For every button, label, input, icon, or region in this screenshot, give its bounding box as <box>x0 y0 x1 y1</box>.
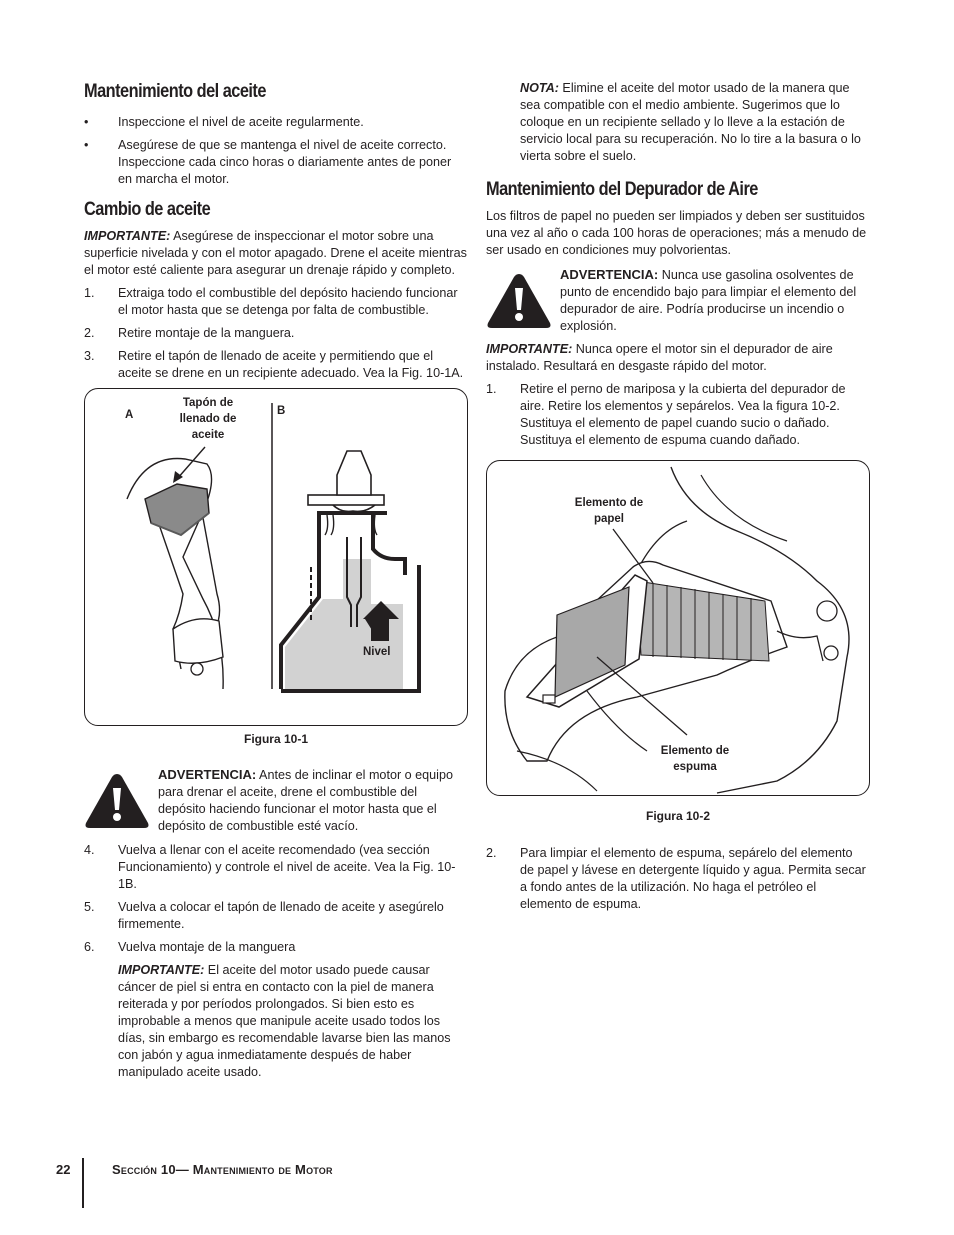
oil-drain-illustration <box>85 389 467 725</box>
bullet: • <box>84 138 89 152</box>
step-item: 5. Vuelva a colocar el tapón de llenado de aceite y asegúrelo firmemente. <box>84 900 444 931</box>
step-item: 1. Extraiga todo el combustible del depósito haciendo funcionar el motor hasta que se detenga por falta de combustible. <box>84 286 458 317</box>
step-item: 2. Retire montaje de la manguera. <box>84 326 295 340</box>
bullet: • <box>84 115 89 129</box>
warning-block: ADVERTENCIA: Antes de inclinar el motor o equipo para drenar el aceite, drene el combustible del depósito haciendo funcionar el motor hasta que el depósito de combustible esté vacío. <box>84 766 468 836</box>
figure-10-1 <box>84 388 468 726</box>
important-note: IMPORTANTE: El aceite del motor usado puede causar cáncer de piel si entra en contacto con la piel de manera reiterada y por períodos prolongados. Si bien esto es improbable a menos que manipule aceite usado todos los días, sin embargo es recomendable lavarse bien las manos con jabón y agua inmediatamente después de haber manipulado aceite usado. <box>118 963 451 1079</box>
warning-icon <box>486 272 552 330</box>
warning-icon <box>84 772 150 830</box>
figure-10-2 <box>486 460 870 796</box>
step-item: 2. Para limpiar el elemento de espuma, sepárelo del elemento de papel y lávese en detergente líquido y agua. Permita secar a fondo antes de la utilización. No haga el petróleo el elemento de espuma. <box>486 846 866 911</box>
list-item: • Inspeccione el nivel de aceite regularmente. <box>84 115 364 129</box>
important-note: IMPORTANTE: Asegúrese de inspeccionar el motor sobre una superficie nivelada y con el motor apagado. Drene el aceite mientras el motor esté caliente para asegurar un drenaje rápido y completo. <box>84 229 467 277</box>
oil-change-heading: Cambio de aceite <box>84 199 211 220</box>
right-column <box>486 80 870 913</box>
figure-10-2-caption: Figura 10-2 <box>645 809 711 823</box>
footer-divider <box>82 1158 84 1208</box>
foam-element-label: Elemento de espuma <box>660 745 730 773</box>
step-item: 3. Retire el tapón de llenado de aceite y permitiendo que el aceite se drene en un recipiente adecuado. Vea la Fig. 10-1A. <box>84 349 464 380</box>
level-label: Nivel <box>363 646 391 658</box>
intro-paragraph: Los filtros de papel no pueden ser limpiados y deben ser sustituidos una vez al año o cada 100 horas de operaciones; más a menudo de ser usado en condiciones muy polvorientas. <box>486 209 867 257</box>
page-number: 22 <box>56 1162 71 1177</box>
important-note: IMPORTANTE: Nunca opere el motor sin el depurador de aire instalado. Resultará en desgaste rápido del motor. <box>486 342 833 373</box>
oil-maintenance-heading: Mantenimiento del aceite <box>84 81 266 102</box>
section-title: Sección 10— Mantenimiento de Motor <box>112 1162 333 1177</box>
warning-block: ADVERTENCIA: Nunca use gasolina osolventes de punto de encendido bajo para limpiar el elemento del depurador de aire. Podría producirse un incendio o explosión. <box>486 266 870 335</box>
step-item: 1. Retire el perno de mariposa y la cubierta del depurador de aire. Retire los elementos y sepárelos. Vea la figura 10-2. Sustituya el elemento de papel cuando sucio o dañado. Sustituya el elemento de espuma cuando dañado. <box>486 382 846 447</box>
page-footer <box>56 1158 456 1208</box>
panel-a-label: A <box>125 409 134 421</box>
paper-element-label: Elemento de papel <box>574 497 644 525</box>
panel-b-label: B <box>277 405 286 417</box>
oil-fill-cap-label: Tapón de llenado de aceite <box>179 397 237 441</box>
air-cleaner-heading: Mantenimiento del Depurador de Aire <box>486 179 758 200</box>
step-item: 6. Vuelva montaje de la manguera <box>84 940 296 954</box>
figure-10-1-caption: Figura 10-1 <box>243 732 309 746</box>
list-item: • Asegúrese de que se mantenga el nivel de aceite correcto. Inspeccione cada cinco horas o diariamente antes de poner en marcha el motor. <box>84 138 452 186</box>
step-item: 4. Vuelva a llenar con el aceite recomendado (vea sección Funcionamiento) y controle el nivel de aceite. Vea la Fig. 10-1B. <box>84 843 456 891</box>
left-column <box>84 80 468 1081</box>
note: NOTA: Elimine el aceite del motor usado de la manera que sea compatible con el medio ambiente. Sugerimos que lo coloque en un recipiente sellado y lo lleve a la estación de servicio local para su recuperación. No lo tire a la basura o lo vierta sobre el suelo. <box>520 81 861 163</box>
